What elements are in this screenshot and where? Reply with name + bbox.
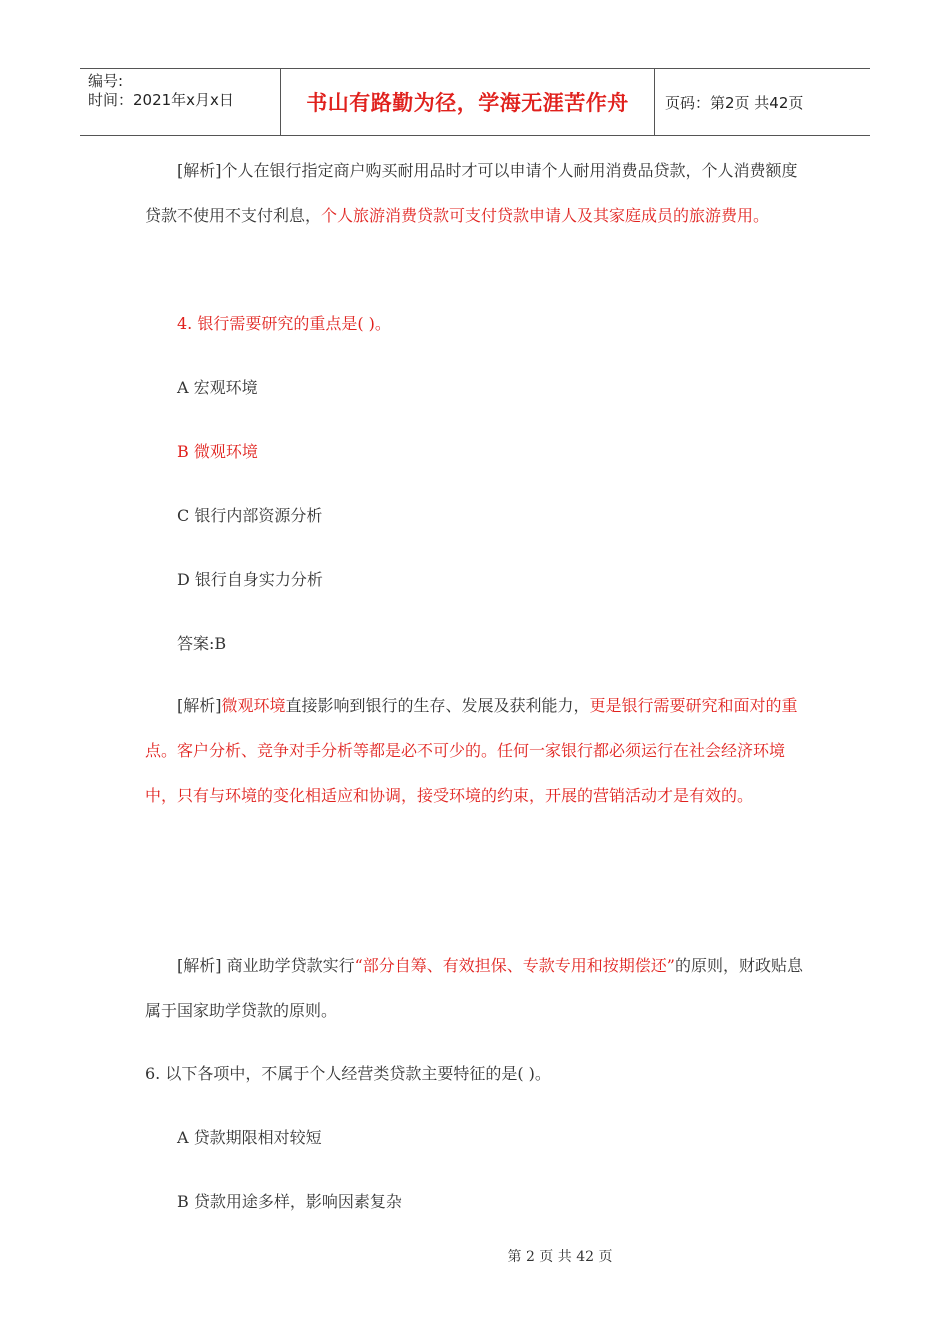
page-footer: 第 2 页 共 42 页 (507, 1249, 613, 1265)
question-4: 4. 银行需要研究的重点是( )。 (177, 314, 391, 333)
analysis-paragraph-3 (145, 943, 805, 1033)
q4-option-d: D 银行自身实力分析 (177, 570, 323, 589)
analysis-text: 个人在银行指定商户购买耐用品时才可以申请个人耐用消费品贷款，个人消费额度贷款不使用不支付利息， (145, 161, 798, 225)
q4-option-a: A 宏观环境 (177, 378, 258, 397)
analysis-paragraph-2 (145, 683, 805, 818)
analysis-highlight: 微观环境 (221, 696, 286, 715)
analysis-prefix: [解析] (177, 696, 222, 715)
header-meta-cell (80, 69, 281, 135)
header-page-cell (655, 69, 870, 135)
time-label: 时间：2021年x月x日 (88, 91, 234, 109)
analysis-prefix: [解析] (177, 161, 222, 180)
question-6: 6. 以下各项中，不属于个人经营类贷款主要特征的是( )。 (145, 1064, 551, 1083)
analysis-paragraph-1 (145, 148, 805, 238)
analysis-text: 的原则，财政贴息属于国家助学贷款的原则。 (145, 956, 803, 1020)
q4-option-b: B 微观环境 (177, 442, 258, 461)
analysis-highlight: 个人旅游消费贷款可支付贷款申请人及其家庭成员的旅游费用。 (321, 206, 770, 225)
analysis-highlight: “部分自筹、有效担保、专款专用和按期偿还” (354, 956, 675, 975)
analysis-highlight: 更是银行需要研究和面对的重点。客户分析、竞争对手分析等都是必不可少的。任何一家银行都必须运行在社会经济环境中，只有与环境的变化相适应和协调，接受环境的约束，开展的营销活动才是有效的。 (145, 696, 798, 805)
q4-option-c: C 银行内部资源分析 (177, 506, 323, 525)
header-motto-cell (281, 69, 655, 135)
q6-option-b: B 贷款用途多样，影响因素复杂 (177, 1192, 402, 1211)
header-page-info: 页码：第2页 共42页 (665, 93, 804, 112)
header-motto: 书山有路勤为径，学海无涯苦作舟 (306, 91, 629, 115)
analysis-text: 直接影响到银行的生存、发展及获利能力， (285, 696, 590, 715)
q4-answer: 答案:B (177, 634, 227, 653)
q6-option-a: A 贷款期限相对较短 (177, 1128, 322, 1147)
serial-label: 编号: (88, 72, 124, 90)
page-header (80, 68, 870, 136)
analysis-text: [解析] 商业助学贷款实行 (177, 956, 355, 975)
